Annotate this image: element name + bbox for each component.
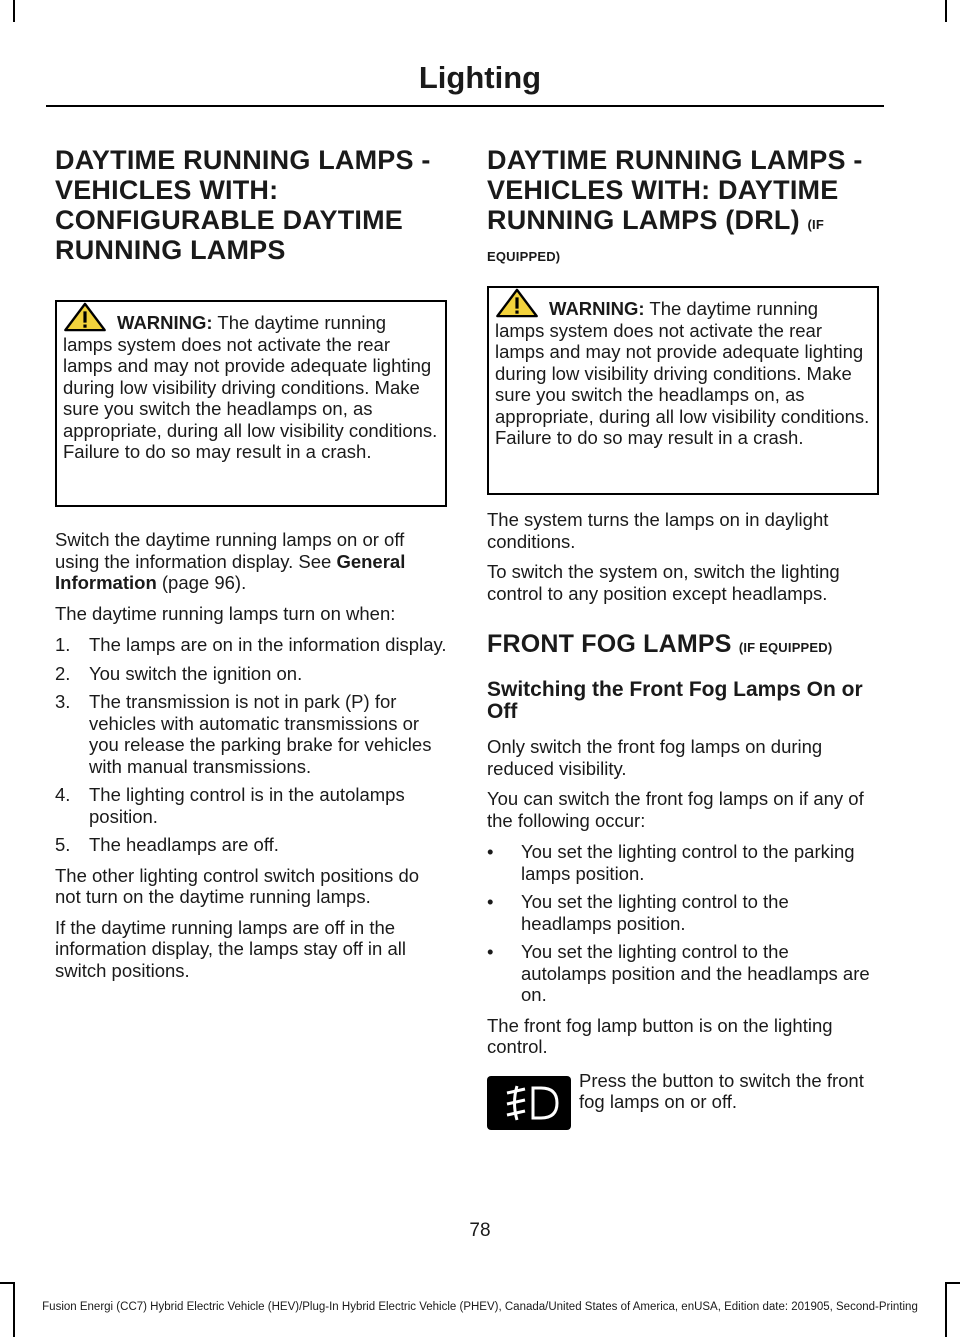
page-number: 78 bbox=[469, 1220, 491, 1241]
cross-reference-link[interactable]: General Information bbox=[55, 550, 406, 593]
right-column bbox=[487, 145, 879, 1132]
crop-mark-top-left bbox=[13, 0, 15, 22]
list-item: 5. The headlamps are off. bbox=[55, 834, 279, 855]
fog-lamp-instruction bbox=[487, 1070, 879, 1132]
list-item: 2. You switch the ignition on. bbox=[55, 662, 303, 684]
list-item: • You set the lighting control to the parking lamps position. bbox=[487, 841, 855, 884]
crop-mark-top-right bbox=[945, 0, 947, 22]
list-item: 3. The transmission is not in park (P) for vehicles with automatic transmissions or you release the parking brake for vehicles with manual transmissions. bbox=[55, 691, 432, 777]
paragraph: If the daytime running lamps are off in the information display, the lamps stay off in all switch positions. bbox=[55, 916, 406, 981]
warning-text: WARNING: The daytime running lamps system does not activate the rear lamps and may not provide adequate lighting during low visibility driving conditions. Make sure you switch the headlamps on, as appropriate, during all low visibility conditions. Failure to do so may result in a crash. bbox=[63, 312, 438, 462]
warning-triangle-icon bbox=[63, 302, 107, 332]
crop-mark-bottom-right-h bbox=[945, 1282, 960, 1284]
paragraph: The daytime running lamps turn on when: bbox=[55, 602, 396, 624]
paragraph: Switch the daytime running lamps on or off using the information display. See General Information (page 96). bbox=[55, 529, 406, 593]
warning-label: WARNING: bbox=[549, 298, 645, 319]
paragraph: The front fog lamp button is on the lighting control. bbox=[487, 1014, 833, 1057]
paragraph: Press the button to switch the front fog lamps on or off. bbox=[579, 1069, 864, 1112]
header-divider bbox=[46, 105, 884, 107]
list-item: • You set the lighting control to the headlamps position. bbox=[487, 891, 789, 934]
bullet-list bbox=[487, 841, 879, 1006]
page-title: Lighting bbox=[418, 60, 542, 95]
footer-text: Fusion Energi (CC7) Hybrid Electric Vehicle (HEV)/Plug-In Hybrid Electric Vehicle (PHEV), Canada/United States of America, enUSA, Edition date: 201905, Second-Printing bbox=[42, 1301, 918, 1313]
warning-label: WARNING: bbox=[117, 312, 213, 333]
paragraph: To switch the system on, switch the lighting control to any position except headlamps. bbox=[487, 561, 840, 604]
warning-box bbox=[487, 286, 879, 495]
paragraph: You can switch the front fog lamps on if any of the following occur: bbox=[487, 788, 864, 831]
section-heading-front-fog-lamps: FRONT FOG LAMPS (IF EQUIPPED) bbox=[487, 630, 833, 658]
warning-text: WARNING: The daytime running lamps system does not activate the rear lamps and may not provide adequate lighting during low visibility driving conditions. Make sure you switch the headlamps on, as appropriate, during all low visibility conditions. Failure to do so may result in a crash. bbox=[495, 298, 870, 448]
paragraph: The system turns the lamps on in daylight conditions. bbox=[487, 509, 829, 552]
numbered-list bbox=[55, 634, 447, 856]
warning-box bbox=[55, 300, 447, 507]
paragraph: Only switch the front fog lamps on during reduced visibility. bbox=[487, 736, 823, 779]
left-column bbox=[55, 145, 447, 981]
paragraph: The other lighting control switch positions do not turn on the daytime running lamps. bbox=[55, 864, 420, 907]
section-heading-configurable-drl: DAYTIME RUNNING LAMPS - VEHICLES WITH: CONFIGURABLE DAYTIME RUNNING LAMPS bbox=[55, 145, 431, 265]
list-item: 4. The lighting control is in the autolamps position. bbox=[55, 784, 405, 827]
crop-mark-bottom-left-h bbox=[0, 1282, 15, 1284]
section-heading-drl: DAYTIME RUNNING LAMPS - VEHICLES WITH: DAYTIME RUNNING LAMPS (DRL) (IF EQUIPPED) bbox=[487, 145, 863, 264]
list-item: 1. The lamps are on in the information display. bbox=[55, 634, 447, 655]
list-item: • You set the lighting control to the autolamps position and the headlamps are on. bbox=[487, 941, 870, 1005]
subsection-heading: Switching the Front Fog Lamps On or Off bbox=[487, 678, 863, 723]
front-fog-lamp-icon bbox=[487, 1076, 571, 1130]
warning-triangle-icon bbox=[495, 288, 539, 318]
